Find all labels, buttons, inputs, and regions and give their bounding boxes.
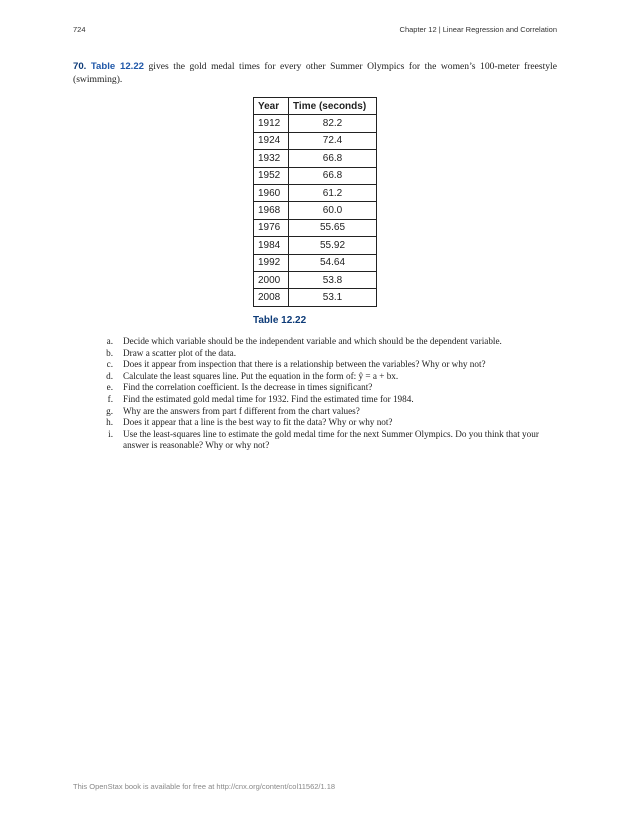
time-cell: 82.2 (289, 115, 377, 132)
question-text: Find the correlation coefficient. Is the decrease in times significant? (123, 382, 373, 393)
time-cell: 66.8 (289, 150, 377, 167)
year-cell: 1992 (254, 254, 289, 271)
question-label: f. (107, 393, 113, 404)
time-cell: 66.8 (289, 167, 377, 184)
table-header-row (254, 98, 377, 115)
list-item (73, 394, 557, 406)
question-label: b. (106, 347, 113, 358)
table-caption: Table 12.22 (253, 315, 307, 326)
year-cell: 2008 (254, 289, 289, 306)
page-footer: This OpenStax book is available for free at http://cnx.org/content/col11562/1.18 (73, 782, 336, 791)
problem-number: 70. (73, 61, 87, 72)
table-row (254, 237, 377, 254)
year-cell: 1960 (254, 184, 289, 201)
table-reference-link[interactable]: Table 12.22 (90, 61, 144, 72)
time-cell: 55.92 (289, 237, 377, 254)
data-table (253, 97, 377, 307)
year-cell: 1952 (254, 167, 289, 184)
table-row (254, 219, 377, 236)
question-label: a. (106, 336, 113, 346)
table-row (254, 184, 377, 201)
table-row (254, 115, 377, 132)
question-list (73, 336, 557, 452)
time-cell: 60.0 (289, 202, 377, 219)
list-item (73, 371, 557, 383)
question-text: Does it appear that a line is the best way to fit the data? Why or why not? (123, 417, 393, 428)
year-cell: 2000 (254, 271, 289, 288)
year-cell: 1912 (254, 115, 289, 132)
question-label: d. (106, 370, 113, 381)
question-label: i. (108, 428, 113, 439)
table-row (254, 289, 377, 306)
question-text: Draw a scatter plot of the data. (123, 347, 237, 358)
problem-text: gives the gold medal times for every other Summer Olympics for the women’s 100-meter freestyle (swimming). (73, 61, 557, 85)
table-row (254, 167, 377, 184)
list-item (73, 429, 557, 452)
time-cell: 55.65 (289, 219, 377, 236)
list-item (73, 406, 557, 418)
table-row (254, 132, 377, 149)
question-text: Does it appear from inspection that there is a relationship between the variables? Why or why not? (123, 359, 486, 370)
time-cell: 54.64 (289, 254, 377, 271)
list-item (73, 382, 557, 394)
column-header-year: Year (254, 98, 289, 115)
question-label: g. (106, 405, 113, 416)
year-cell: 1984 (254, 237, 289, 254)
list-item (73, 359, 557, 371)
question-text: Find the estimated gold medal time for 1932. Find the estimated time for 1984. (123, 393, 414, 404)
question-text: Calculate the least squares line. Put the equation in the form of: ŷ = a + bx. (123, 370, 399, 381)
list-item (73, 348, 557, 360)
question-label: h. (106, 417, 113, 428)
year-cell: 1968 (254, 202, 289, 219)
time-cell: 53.8 (289, 271, 377, 288)
question-label: e. (106, 382, 113, 393)
year-cell: 1976 (254, 219, 289, 236)
table-row (254, 271, 377, 288)
time-cell: 61.2 (289, 184, 377, 201)
list-item (73, 336, 557, 348)
year-cell: 1924 (254, 132, 289, 149)
list-item (73, 417, 557, 429)
problem-statement (73, 60, 557, 86)
question-text: Use the least-squares line to estimate the gold medal time for the next Summer Olympics. Do you think that your answer is reasonable? Why or why not? (123, 428, 539, 451)
time-cell: 53.1 (289, 289, 377, 306)
column-header-time: Time (seconds) (289, 98, 377, 115)
question-text: Why are the answers from part f different from the chart values? (123, 405, 360, 416)
year-cell: 1932 (254, 150, 289, 167)
table-row (254, 254, 377, 271)
question-text: Decide which variable should be the independent variable and which should be the dependent variable. (123, 336, 502, 346)
time-cell: 72.4 (289, 132, 377, 149)
page-number: 724 (73, 25, 86, 34)
chapter-title: Chapter 12 | Linear Regression and Correlation (399, 25, 557, 34)
question-label: c. (106, 359, 113, 370)
table-row (254, 150, 377, 167)
table-row (254, 202, 377, 219)
